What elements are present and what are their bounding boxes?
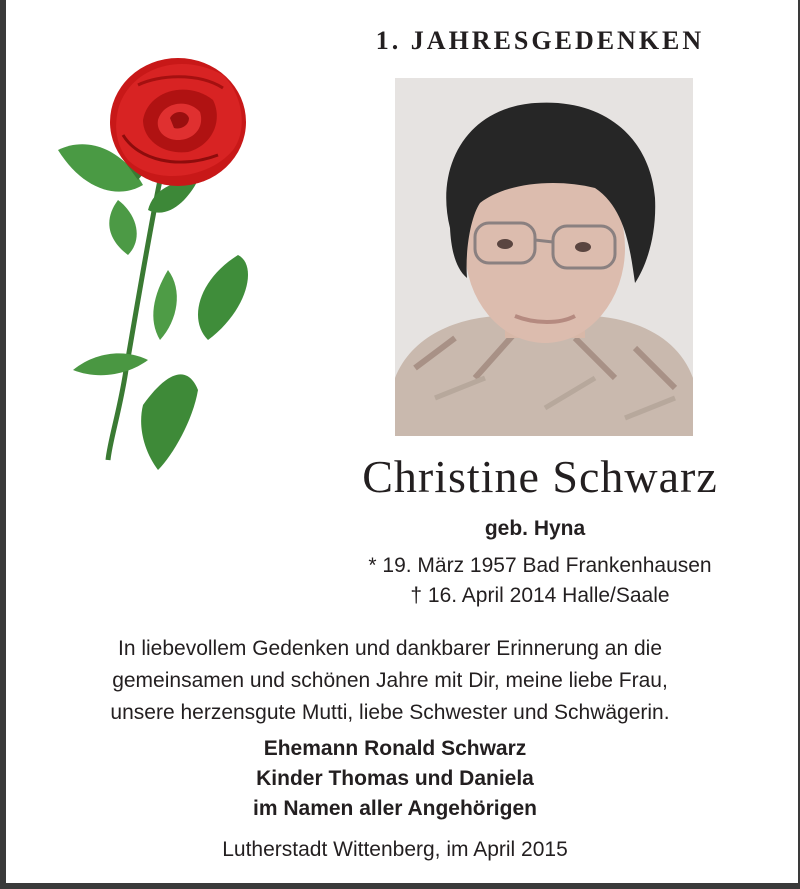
signer-line: Kinder Thomas und Daniela [256,767,534,790]
text-line: In liebevollem Gedenken und dankbarer Erinnerung an die [117,637,663,660]
signer-line: im Namen aller Angehörigen [253,797,537,820]
text-line: unsere herzensgute Mutti, liebe Schwester und Schwägerin. [110,701,670,724]
portrait-photo [395,78,693,436]
death-date: † 16. April 2014 Halle/Saale [410,584,670,607]
life-dates [320,551,760,611]
notice-heading: 1. JAHRESGEDENKEN [375,26,705,55]
birth-date: * 19. März 1957 Bad Frankenhausen [368,554,712,577]
signer-line: Ehemann Ronald Schwarz [263,737,527,760]
maiden-name: geb. Hyna [484,517,586,540]
memorial-text [40,633,740,729]
text-line: gemeinsamen und schönen Jahre mit Dir, meine liebe Frau, [112,669,668,692]
rose-illustration [48,40,278,480]
signers [100,734,690,824]
place-and-date: Lutherstadt Wittenberg, im April 2015 [222,838,568,861]
deceased-name: Christine Schwarz [362,451,718,502]
